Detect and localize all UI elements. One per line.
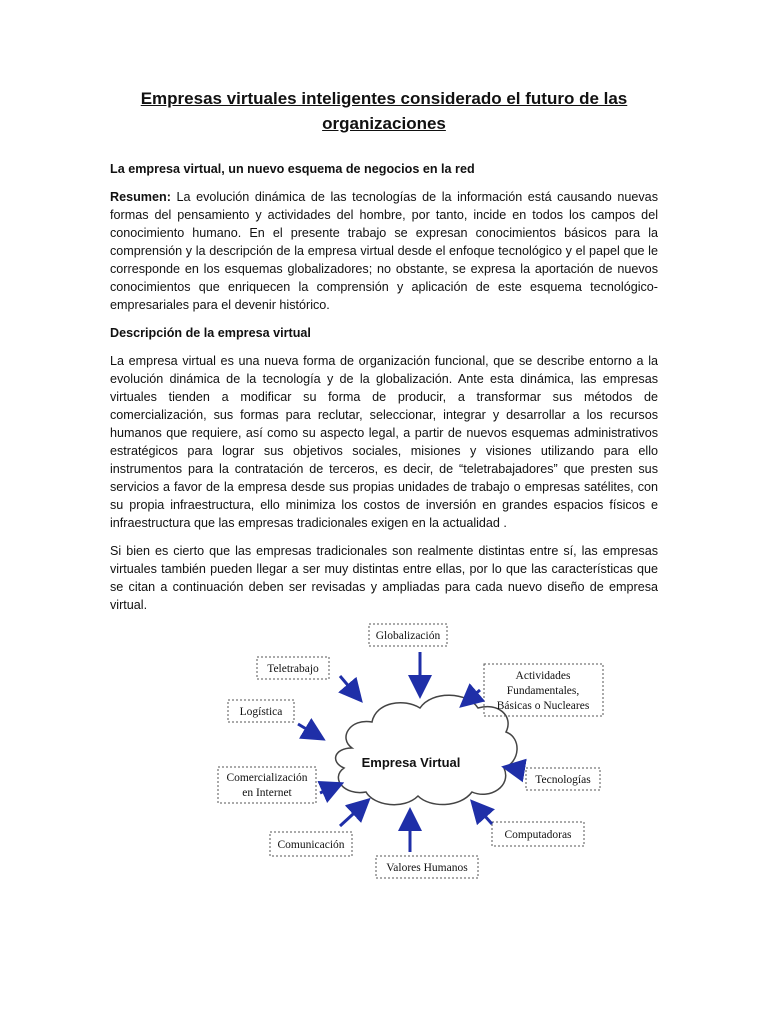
node-label-computadoras: Computadoras <box>504 829 572 841</box>
node-label-comercializacion-2: en Internet <box>242 787 292 799</box>
node-label-comunicacion: Comunicación <box>277 839 345 851</box>
cloud-center-label: Empresa Virtual <box>361 755 461 770</box>
arrow-comunicacion <box>340 804 364 826</box>
arrow-comercializacion <box>320 786 336 793</box>
document-subtitle: La empresa virtual, un nuevo esquema de negocios en la red <box>110 162 475 176</box>
arrow-actividades <box>466 690 480 702</box>
arrow-logistica <box>298 724 318 736</box>
node-label-logistica: Logística <box>239 706 283 718</box>
node-label-actividades-2: Fundamentales, <box>506 685 580 697</box>
node-label-comercializacion-1: Comercialización <box>226 772 308 784</box>
node-label-actividades-3: Básicas o Nucleares <box>496 700 590 712</box>
cloud-shape <box>336 695 517 804</box>
arrow-teletrabajo <box>340 676 357 696</box>
node-label-valores-humanos: Valores Humanos <box>386 862 468 874</box>
body-paragraph-2: Si bien es cierto que las empresas tradicionales son realmente distintas entre sí, las empresas virtuales también pueden llegar a ser muy distintas entre ellas, por lo que las características que se citan a continuación deben ser revisadas y ampliadas para cada nuevo diseño de empresa virtual. <box>110 544 658 612</box>
arrow-computadoras <box>476 806 492 824</box>
arrow-tecnologias <box>510 768 522 770</box>
node-label-tecnologias: Tecnologías <box>535 774 591 786</box>
document-title: Empresas virtuales inteligentes considerado el futuro de las organizaciones <box>140 89 628 133</box>
node-label-teletrabajo: Teletrabajo <box>267 663 319 675</box>
summary-text: La evolución dinámica de las tecnologías de la información está causando nuevas formas del pensamiento y actividades del hombre, por tanto, incide en todos los campos del conocimiento humano. En el presente trabajo se expresan conocimientos básicos para la comprensión y la descripción de la empresa virtual desde el enfoque tecnológico y el papel que le corresponde en los esquemas globalizadores; no obstante, se expresa la aportación de nuevos conocimientos que enriquecen la comprensión y aplicación de este esquema tecnológico- empresariales para el devenir histórico. <box>110 190 658 312</box>
body-paragraph-1: La empresa virtual es una nueva forma de organización funcional, que se describe entorno a la evolución dinámica de la tecnología y de la globalización. Ante esta dinámica, las empresas virtuales tienden a modificar su forma de producir, a transformar sus métodos de comercialización, sus formas para reclutar, seleccionar, integrar y desarrollar a los recursos humanos que requiere, así como su aspecto legal, a partir de nuevos esquemas administrativos estratégicos para lograr sus objetivos sociales, misiones y visiones utilizando para ello instrumentos para la contratación de terceros, es decir, de “teletrabajadores” que presten sus servicios a favor de la empresa desde sus propias unidades de trabajo o empresas satélites, con su propia infraestructura, ello minimiza los costos de inversión en grandes espacios físicos e infraestructura que las empresas tradicionales exigen en la actualidad . <box>110 354 658 530</box>
node-label-globalizacion: Globalización <box>375 630 441 642</box>
node-label-actividades-1: Actividades <box>515 670 571 682</box>
summary-lead: Resumen: <box>110 190 171 204</box>
section-heading: Descripción de la empresa virtual <box>110 326 311 340</box>
